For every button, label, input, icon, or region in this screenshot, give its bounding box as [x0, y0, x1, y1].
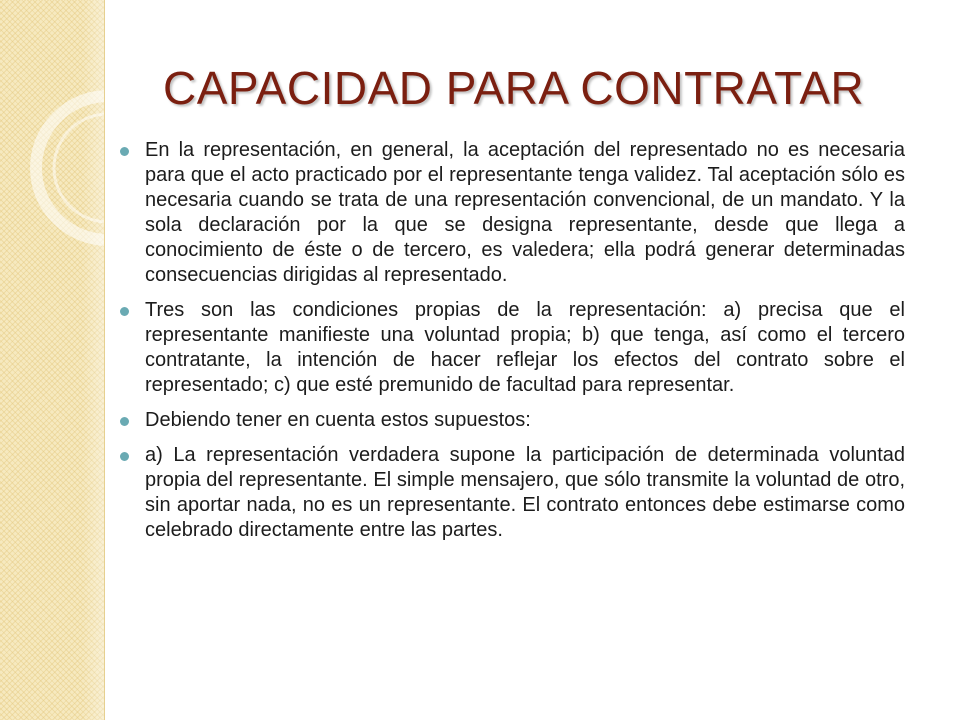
bullet-dot-icon	[120, 147, 129, 156]
bullet-text: a) La representación verdadera supone la participación de determinada voluntad propia del representante. El simple mensajero, que sólo transmite la voluntad de otro, sin aportar nada, no es un representante. El contrato entonces debe estimarse como celebrado directamente entre las partes.	[145, 444, 905, 541]
bullet-dot-icon	[120, 417, 129, 426]
decorative-ring-outer	[36, 96, 104, 240]
bullet-text: En la representación, en general, la aceptación del representado no es necesaria para que el acto practicado por el representante tenga validez. Tal aceptación sólo es necesaria cuando se trata de una representación convencional, de un mandato. Y la sola declaración por la que se designa representante, desde que llega a conocimiento de éste o de tercero, es valedera; ella podrá generar determinadas consecuencias dirigidas al representado.	[145, 139, 905, 286]
bullet-list	[145, 138, 905, 553]
bullet-text: Debiendo tener en cuenta estos supuestos:	[145, 409, 531, 431]
bullet-dot-icon	[120, 307, 129, 316]
decorative-ring-inner	[54, 114, 104, 222]
bullet-text: Tres son las condiciones propias de la representación: a) precisa que el representante manifieste una voluntad propia; b) que tenga, así como el tercero contratante, la intención de hacer reflejar los efectos del contrato sobre el representado; c) que esté premunido de facultad para representar.	[145, 299, 905, 396]
decorative-sidebar	[0, 0, 105, 720]
bullet-dot-icon	[120, 452, 129, 461]
bullet-item	[145, 408, 905, 433]
bullet-item	[145, 443, 905, 543]
slide-title: CAPACIDAD PARA CONTRATAR	[163, 62, 865, 114]
bullet-item	[145, 138, 905, 288]
bullet-item	[145, 298, 905, 398]
decorative-rings	[0, 0, 104, 720]
